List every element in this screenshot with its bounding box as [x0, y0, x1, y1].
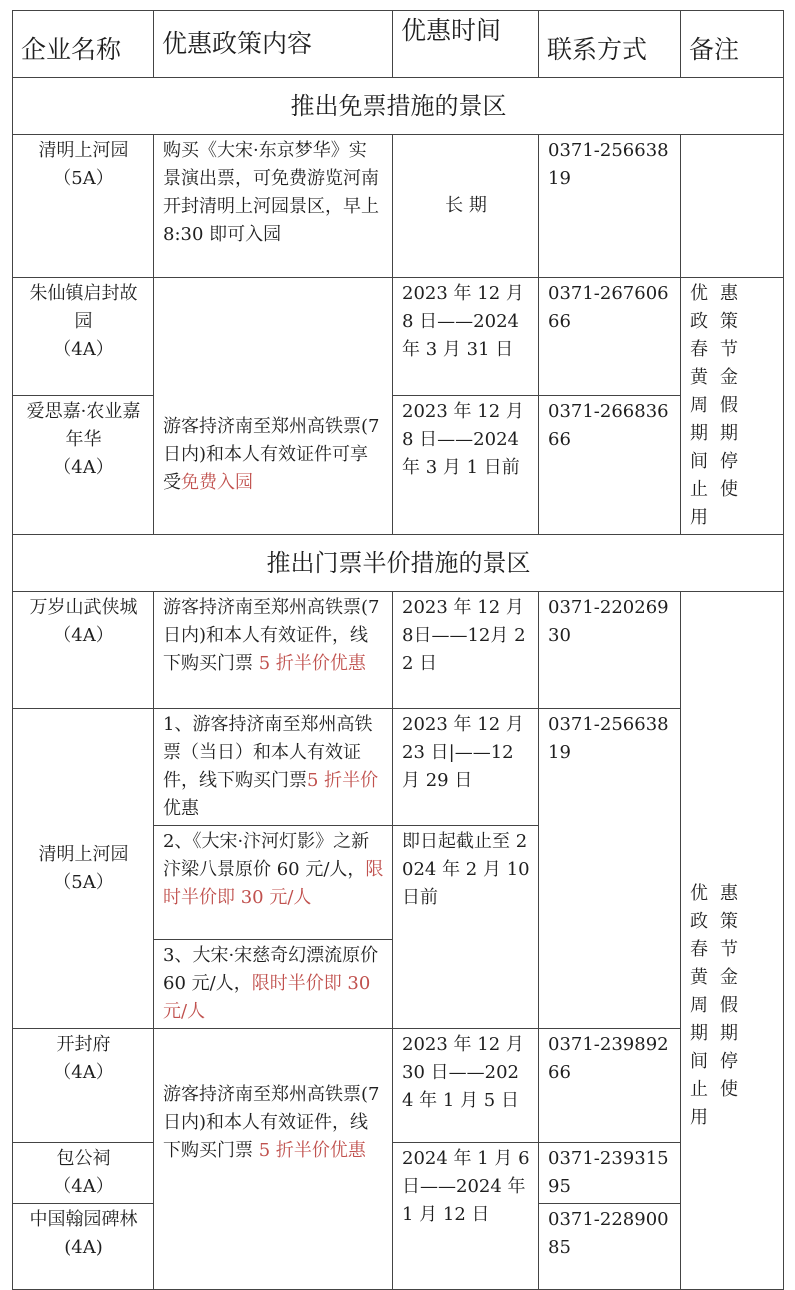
- company-level: （4A）: [53, 339, 114, 360]
- header-remark: 备注: [681, 11, 784, 78]
- company-level: （4A）: [53, 456, 114, 478]
- policy-cell: [154, 1029, 393, 1290]
- contact-cell: 0371-26760666: [539, 278, 681, 396]
- policy-highlight: 5 折半价优惠: [258, 1140, 366, 1161]
- remark-cell: 优惠政策春节黄金周假期期间停止使用: [681, 592, 784, 1290]
- company-name: 朱仙镇启封故园: [29, 283, 138, 332]
- company-level: （4A）: [53, 625, 114, 646]
- policy-highlight: 限时半价即 30 元/人: [163, 973, 371, 1022]
- time-cell: 长 期: [393, 135, 539, 278]
- section-header-free: [13, 78, 784, 135]
- policy-cell: 购买《大宋·东京梦华》实景演出票，可免费游览河南开封清明上河园景区，早上 8:30 即可入园: [154, 135, 393, 278]
- policy-highlight: 限时半价即 30 元/人: [163, 859, 384, 908]
- table-row: [13, 709, 784, 826]
- policy-text: 游客持济南至郑州高铁票(7 日内)和本人有效证件可享受: [163, 416, 380, 493]
- policy-text: 游客持济南至郑州高铁票(7 日内)和本人有效证件，线下购买门票: [163, 597, 380, 674]
- time-cell: 2023 年 12 月 30 日——2024 年 1 月 5 日: [393, 1029, 539, 1143]
- policy-text: 2、《大宋·汴河灯影》之新汴梁八景原价 60 元/人，: [163, 831, 370, 880]
- company-cell: [13, 1204, 154, 1290]
- remark-cell: [681, 135, 784, 278]
- policy-text: 3、大宋·宋慈奇幻漂流原价 60 元/人，: [163, 945, 379, 994]
- header-company-name: 企业名称: [13, 11, 154, 78]
- policy-highlight: 5 折半价: [307, 770, 379, 791]
- section-title: 推出门票半价措施的景区: [13, 535, 784, 592]
- policy-text: 优惠: [163, 798, 199, 819]
- header-policy-content: 优惠政策内容: [154, 11, 393, 78]
- policy-text: 1、游客持济南至郑州高铁票（当日）和本人有效证件，线下购买门票: [163, 714, 373, 791]
- company-name: 爱思嘉·农业嘉年华: [26, 400, 141, 450]
- contact-cell: 0371-22890085: [539, 1204, 681, 1290]
- company-level: （5A）: [53, 168, 114, 189]
- time-cell: 2023 年 12 月 23 日|——12 月 29 日: [393, 709, 539, 826]
- policy-text: 游客持济南至郑州高铁票(7 日内)和本人有效证件，线下购买门票: [163, 1084, 380, 1161]
- company-cell: [13, 278, 154, 396]
- time-cell: 2023 年 12 月 8日——12月 22 日: [393, 592, 539, 709]
- table-row: [13, 1029, 784, 1143]
- company-cell: [13, 1029, 154, 1143]
- contact-cell: 0371-23989266: [539, 1029, 681, 1143]
- header-discount-time: 优惠时间: [393, 11, 539, 78]
- company-name: 中国翰园碑林: [29, 1209, 138, 1230]
- contact-cell: 0371-22026930: [539, 592, 681, 709]
- policy-item-3: [154, 940, 393, 1029]
- company-cell: [13, 395, 154, 534]
- company-name: 包公祠: [56, 1148, 111, 1169]
- time-cell: 即日起截止至 2024 年 2 月 10 日前: [393, 826, 539, 1029]
- table-row: [13, 592, 784, 709]
- remark-cell: 优惠政策春节黄金周假期期间停止使用: [681, 278, 784, 535]
- company-level: （5A）: [53, 871, 114, 893]
- policy-cell: [154, 278, 393, 535]
- section-header-half-price: [13, 535, 784, 592]
- policy-item-1: [154, 709, 393, 826]
- company-cell: [13, 135, 154, 278]
- policy-highlight: 免费入园: [181, 472, 253, 493]
- policy-cell: [154, 592, 393, 709]
- table-row: [13, 1143, 784, 1204]
- company-name: 清明上河园: [38, 843, 129, 865]
- table-row: [13, 395, 784, 534]
- company-cell: [13, 709, 154, 1029]
- time-cell: 2023 年 12 月 8 日——2024 年 3 月 31 日: [393, 278, 539, 396]
- contact-cell: 0371-26683666: [539, 395, 681, 534]
- company-cell: [13, 1143, 154, 1204]
- contact-cell: 0371-23931595: [539, 1143, 681, 1204]
- header-contact: 联系方式: [539, 11, 681, 78]
- policy-item-2: [154, 826, 393, 940]
- company-level: （4A）: [53, 1176, 114, 1197]
- scenic-discount-table: [12, 10, 784, 1290]
- contact-cell: 0371-25663819: [539, 135, 681, 278]
- time-cell: 2023 年 12 月 8 日——2024 年 3 月 1 日前: [393, 395, 539, 534]
- policy-highlight: 5 折半价优惠: [258, 653, 366, 674]
- header-row: [13, 11, 784, 78]
- company-name: 清明上河园: [38, 140, 129, 161]
- contact-cell: 0371-25663819: [539, 709, 681, 1029]
- section-title: 推出免票措施的景区: [13, 78, 784, 135]
- table-row: [13, 278, 784, 396]
- company-cell: [13, 592, 154, 709]
- time-cell: 2024 年 1 月 6 日——2024 年 1 月 12 日: [393, 1143, 539, 1290]
- table-row: [13, 135, 784, 278]
- company-name: 开封府: [56, 1034, 111, 1055]
- company-level: （4A）: [53, 1062, 114, 1083]
- company-level: (4A): [64, 1237, 103, 1258]
- company-name: 万岁山武侠城: [29, 597, 138, 618]
